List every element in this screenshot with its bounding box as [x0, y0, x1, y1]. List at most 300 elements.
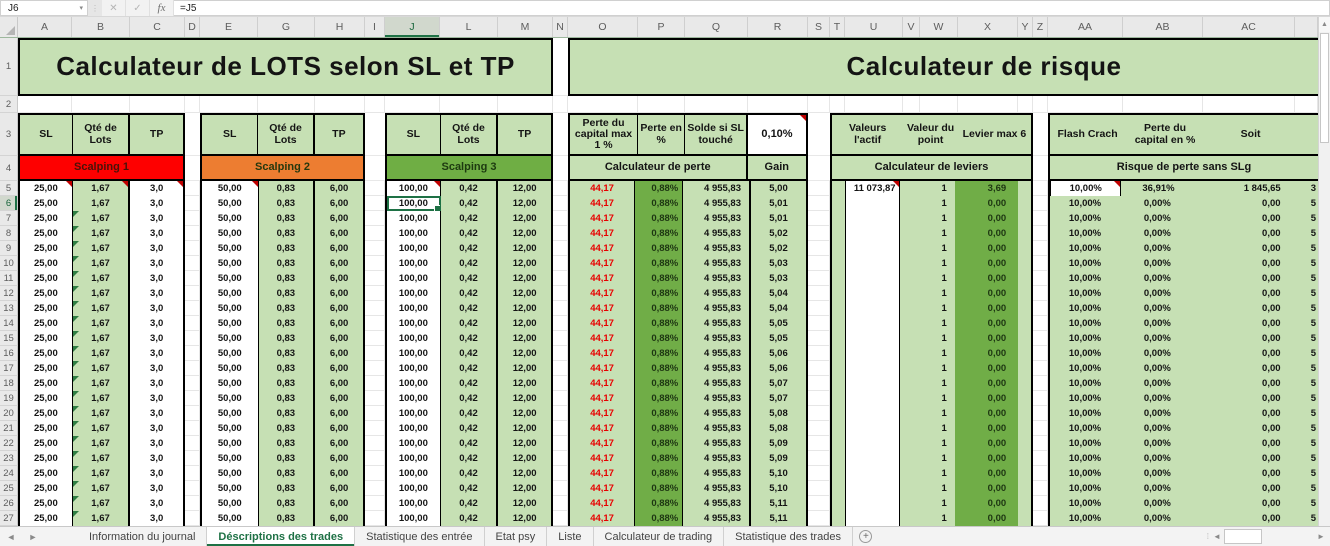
- cell-spacer[interactable]: [832, 181, 845, 196]
- grid-gap-cell[interactable]: [958, 96, 1018, 113]
- grid-gap-cell[interactable]: [1033, 391, 1048, 406]
- grid-gap-cell[interactable]: [1033, 286, 1048, 301]
- grid-gap-cell[interactable]: [1033, 256, 1048, 271]
- grid-gap-cell[interactable]: [553, 481, 568, 496]
- grid-gap-cell[interactable]: [200, 96, 258, 113]
- grid-gap-cell[interactable]: [1033, 181, 1048, 196]
- column-header-U[interactable]: U: [845, 17, 903, 37]
- cell-sl-1[interactable]: 25,00: [20, 241, 73, 256]
- grid-gap-cell[interactable]: [185, 376, 200, 391]
- cell-sl-3[interactable]: 100,00: [387, 271, 441, 286]
- cell-tp-1[interactable]: 3,0: [130, 391, 183, 406]
- cell-flash-crach[interactable]: 10,00%: [1050, 391, 1120, 406]
- cell-levier[interactable]: 0,00: [955, 391, 1018, 406]
- cell-levier[interactable]: 0,00: [955, 331, 1018, 346]
- cell-valeur-point[interactable]: 1: [914, 376, 955, 391]
- cell-solde[interactable]: 4 955,83: [683, 316, 751, 331]
- cell-lots-3[interactable]: 0,42: [441, 511, 499, 526]
- grid-gap-cell[interactable]: [365, 271, 385, 286]
- grid-gap-cell[interactable]: [808, 511, 830, 526]
- cell-lots-3[interactable]: 0,42: [441, 196, 499, 211]
- cell-solde[interactable]: 4 955,83: [683, 301, 751, 316]
- cell-perte-pct[interactable]: 0,88%: [635, 346, 683, 361]
- cell-lots-3[interactable]: 0,42: [441, 466, 499, 481]
- grid-gap-cell[interactable]: [808, 286, 830, 301]
- cell-lots-2[interactable]: 0,83: [259, 406, 316, 421]
- cell-soit[interactable]: 0,00: [1195, 391, 1295, 406]
- header-tp[interactable]: TP: [498, 115, 551, 154]
- cell-gain[interactable]: 5,10: [751, 466, 806, 481]
- cell-solde[interactable]: 4 955,83: [683, 181, 751, 196]
- cell-valeur-point[interactable]: 1: [914, 316, 955, 331]
- header-soit[interactable]: Soit: [1205, 115, 1296, 154]
- cell-flash-crach[interactable]: 10,00%: [1050, 181, 1121, 196]
- cell-soit[interactable]: 0,00: [1195, 256, 1295, 271]
- grid-gap-cell[interactable]: [1033, 226, 1048, 241]
- cell-partial[interactable]: 5: [1295, 241, 1318, 256]
- cell-perte-capital-pct[interactable]: 36,91%: [1121, 181, 1195, 196]
- cell-gain[interactable]: 5,01: [751, 196, 806, 211]
- cell-spacer[interactable]: [900, 511, 915, 526]
- cell-perte-capital-pct[interactable]: 0,00%: [1120, 211, 1195, 226]
- grid-gap-cell[interactable]: [553, 96, 568, 113]
- cell-partial[interactable]: 5: [1295, 211, 1318, 226]
- cell-sl-2[interactable]: 50,00: [202, 226, 259, 241]
- cell-perte-pct[interactable]: 0,88%: [635, 511, 683, 526]
- cell-lots-3[interactable]: 0,42: [441, 301, 499, 316]
- cell-sl-2[interactable]: 50,00: [202, 391, 259, 406]
- cell-gain[interactable]: 5,04: [751, 301, 806, 316]
- row-header-22[interactable]: 22: [0, 436, 18, 451]
- grid-gap-cell[interactable]: [365, 113, 385, 156]
- cell-soit[interactable]: 0,00: [1195, 316, 1295, 331]
- cell-spacer[interactable]: [900, 241, 915, 256]
- cell-tp-3[interactable]: 12,00: [498, 466, 551, 481]
- grid-gap-cell[interactable]: [185, 496, 200, 511]
- row-header-3[interactable]: 3: [0, 113, 18, 156]
- cell-levier[interactable]: 0,00: [955, 466, 1018, 481]
- cell-sl-2[interactable]: 50,00: [202, 271, 259, 286]
- cell-spacer[interactable]: [832, 301, 845, 316]
- cell-perte[interactable]: 44,17: [570, 496, 635, 511]
- grid-gap-cell[interactable]: [365, 196, 385, 211]
- cell-tp-3[interactable]: 12,00: [498, 226, 551, 241]
- cell-perte-capital-pct[interactable]: 0,00%: [1120, 391, 1195, 406]
- grid-gap-cell[interactable]: [808, 376, 830, 391]
- cell-perte[interactable]: 44,17: [570, 271, 635, 286]
- column-header-J[interactable]: J: [385, 17, 440, 37]
- name-box-dropdown-icon[interactable]: ▾: [79, 5, 83, 12]
- cell-tp-2[interactable]: 6,00: [315, 286, 363, 301]
- row-header-10[interactable]: 10: [0, 256, 18, 271]
- cell-sl-1[interactable]: 25,00: [20, 481, 73, 496]
- cell-tp-3[interactable]: 12,00: [498, 301, 551, 316]
- grid-gap-cell[interactable]: [553, 316, 568, 331]
- cell-spacer[interactable]: [900, 466, 915, 481]
- cell-sl-2[interactable]: 50,00: [202, 421, 259, 436]
- cell-tp-1[interactable]: 3,0: [130, 406, 183, 421]
- cell-spacer[interactable]: [1018, 226, 1031, 241]
- cell-perte-capital-pct[interactable]: 0,00%: [1120, 196, 1195, 211]
- cell-soit[interactable]: 0,00: [1195, 331, 1295, 346]
- grid-gap-cell[interactable]: [808, 241, 830, 256]
- cell-perte[interactable]: 44,17: [570, 226, 635, 241]
- cell-tp-1[interactable]: 3,0: [130, 301, 183, 316]
- grid-gap-cell[interactable]: [185, 226, 200, 241]
- grid-gap-cell[interactable]: [748, 96, 808, 113]
- grid-gap-cell[interactable]: [903, 96, 920, 113]
- cell-flash-crach[interactable]: 10,00%: [1050, 286, 1120, 301]
- grid-gap-cell[interactable]: [1048, 96, 1123, 113]
- cell-gain[interactable]: 5,10: [751, 481, 806, 496]
- grid-gap-cell[interactable]: [553, 211, 568, 226]
- cell-flash-crach[interactable]: 10,00%: [1050, 376, 1120, 391]
- cell-gain[interactable]: 5,06: [751, 361, 806, 376]
- header-rate-cell[interactable]: 0,10%: [748, 115, 806, 154]
- column-header-G[interactable]: G: [258, 17, 315, 37]
- cell-sl-1[interactable]: 25,00: [20, 271, 73, 286]
- grid-gap-cell[interactable]: [553, 38, 568, 96]
- cell-levier[interactable]: 0,00: [955, 451, 1018, 466]
- cell-perte-pct[interactable]: 0,88%: [635, 256, 683, 271]
- header-qte-lots[interactable]: Qté de Lots: [258, 115, 314, 154]
- cell-perte-capital-pct[interactable]: 0,00%: [1120, 331, 1195, 346]
- row-header-1[interactable]: 1: [0, 38, 18, 96]
- column-header-AC[interactable]: AC: [1203, 17, 1295, 37]
- cell-levier[interactable]: 0,00: [955, 316, 1018, 331]
- column-header-P[interactable]: P: [638, 17, 685, 37]
- h-scroll-thumb[interactable]: [1224, 529, 1262, 544]
- cell-gain[interactable]: 5,03: [751, 256, 806, 271]
- row-header-7[interactable]: 7: [0, 211, 18, 226]
- cell-solde[interactable]: 4 955,83: [683, 211, 751, 226]
- grid-gap-cell[interactable]: [365, 211, 385, 226]
- cell-flash-crach[interactable]: 10,00%: [1050, 496, 1120, 511]
- cell-soit[interactable]: 0,00: [1195, 226, 1295, 241]
- cell-perte-capital-pct[interactable]: 0,00%: [1120, 421, 1195, 436]
- formula-input[interactable]: =J5: [174, 0, 1330, 16]
- cell-soit[interactable]: 0,00: [1195, 421, 1295, 436]
- cell-sl-2[interactable]: 50,00: [202, 181, 259, 196]
- cell-valeur-point[interactable]: 1: [914, 301, 955, 316]
- header-solde-sl[interactable]: Solde si SL touché: [685, 115, 748, 154]
- column-header-R[interactable]: R: [748, 17, 808, 37]
- row-header-26[interactable]: 26: [0, 496, 18, 511]
- cell-partial[interactable]: 5: [1295, 301, 1318, 316]
- cell-sl-3[interactable]: 100,00: [387, 316, 441, 331]
- cell-lots-2[interactable]: 0,83: [259, 466, 316, 481]
- grid-gap-cell[interactable]: [185, 181, 200, 196]
- label-scalping-2[interactable]: Scalping 2: [202, 156, 363, 179]
- grid-gap-cell[interactable]: [808, 271, 830, 286]
- cell-flash-crach[interactable]: 10,00%: [1050, 406, 1120, 421]
- cell-lots-1[interactable]: 1,67: [73, 496, 131, 511]
- cell-spacer[interactable]: [832, 361, 845, 376]
- cell-spacer[interactable]: [900, 196, 915, 211]
- cell-partial[interactable]: 5: [1295, 331, 1318, 346]
- cell-lots-1[interactable]: 1,67: [73, 286, 131, 301]
- cell-sl-3[interactable]: 100,00: [387, 346, 441, 361]
- cell-lots-3[interactable]: 0,42: [441, 226, 499, 241]
- confirm-icon[interactable]: ✓: [126, 0, 150, 16]
- cell-spacer[interactable]: [900, 421, 915, 436]
- cell-valeur-actif[interactable]: 11 073,87: [845, 181, 900, 196]
- cell-perte-pct[interactable]: 0,88%: [635, 376, 683, 391]
- cell-perte-pct[interactable]: 0,88%: [635, 241, 683, 256]
- add-sheet-button[interactable]: +: [853, 527, 879, 546]
- row-header-9[interactable]: 9: [0, 241, 18, 256]
- cell-valeur-actif[interactable]: [845, 196, 900, 211]
- cell-spacer[interactable]: [832, 421, 845, 436]
- cell-lots-3[interactable]: 0,42: [441, 316, 499, 331]
- cell-sl-1[interactable]: 25,00: [20, 346, 73, 361]
- cell-sl-3[interactable]: 100,00: [387, 481, 441, 496]
- cell-soit[interactable]: 0,00: [1195, 271, 1295, 286]
- grid-gap-cell[interactable]: [553, 361, 568, 376]
- cell-spacer[interactable]: [900, 451, 915, 466]
- cell-tp-1[interactable]: 3,0: [130, 286, 183, 301]
- label-scalping-1[interactable]: Scalping 1: [20, 156, 183, 179]
- column-header-D[interactable]: D: [185, 17, 200, 37]
- cell-lots-2[interactable]: 0,83: [259, 346, 316, 361]
- cell-gain[interactable]: 5,02: [751, 226, 806, 241]
- cell-perte-capital-pct[interactable]: 0,00%: [1120, 271, 1195, 286]
- cell-spacer[interactable]: [1018, 256, 1031, 271]
- cell-valeur-actif[interactable]: [845, 406, 900, 421]
- grid-gap-cell[interactable]: [365, 156, 385, 181]
- cell-spacer[interactable]: [832, 496, 845, 511]
- cell-lots-2[interactable]: 0,83: [259, 361, 316, 376]
- cell-tp-1[interactable]: 3,0: [130, 481, 183, 496]
- grid-gap-cell[interactable]: [1018, 96, 1033, 113]
- row-header-11[interactable]: 11: [0, 271, 18, 286]
- cell-sl-2[interactable]: 50,00: [202, 301, 259, 316]
- v-scroll-thumb[interactable]: [1320, 33, 1329, 143]
- cell-spacer[interactable]: [832, 241, 845, 256]
- cell-soit[interactable]: 0,00: [1195, 301, 1295, 316]
- cell-perte[interactable]: 44,17: [570, 241, 635, 256]
- grid-gap-cell[interactable]: [1033, 331, 1048, 346]
- cell-sl-2[interactable]: 50,00: [202, 511, 259, 526]
- cell-tp-2[interactable]: 6,00: [315, 466, 363, 481]
- grid-gap-cell[interactable]: [553, 391, 568, 406]
- cell-sl-1[interactable]: 25,00: [20, 421, 73, 436]
- cell-perte-capital-pct[interactable]: 0,00%: [1120, 481, 1195, 496]
- column-header-partial[interactable]: [1295, 17, 1318, 37]
- cell-tp-3[interactable]: 12,00: [498, 406, 551, 421]
- grid-gap-cell[interactable]: [498, 96, 553, 113]
- grid-gap-cell[interactable]: [185, 511, 200, 526]
- cell-tp-1[interactable]: 3,0: [130, 196, 183, 211]
- cell-spacer[interactable]: [832, 451, 845, 466]
- row-header-16[interactable]: 16: [0, 346, 18, 361]
- cell-valeur-actif[interactable]: [845, 286, 900, 301]
- row-header-27[interactable]: 27: [0, 511, 18, 526]
- grid-gap-cell[interactable]: [1033, 421, 1048, 436]
- grid-gap-cell[interactable]: [185, 391, 200, 406]
- grid-gap-cell[interactable]: [808, 391, 830, 406]
- grid-gap-cell[interactable]: [185, 211, 200, 226]
- cell-flash-crach[interactable]: 10,00%: [1050, 316, 1120, 331]
- grid-gap-cell[interactable]: [365, 406, 385, 421]
- cell-perte[interactable]: 44,17: [570, 376, 635, 391]
- cell-sl-2[interactable]: 50,00: [202, 406, 259, 421]
- cell-lots-1[interactable]: 1,67: [73, 196, 131, 211]
- cell-perte-capital-pct[interactable]: 0,00%: [1120, 226, 1195, 241]
- grid-gap-cell[interactable]: [1033, 496, 1048, 511]
- grid-gap-cell[interactable]: [365, 361, 385, 376]
- cell-valeur-actif[interactable]: [845, 211, 900, 226]
- grid-gap-cell[interactable]: [808, 466, 830, 481]
- column-header-N[interactable]: N: [553, 17, 568, 37]
- cell-spacer[interactable]: [1018, 406, 1031, 421]
- cell-tp-3[interactable]: 12,00: [498, 376, 551, 391]
- cell-tp-2[interactable]: 6,00: [315, 331, 363, 346]
- cell-lots-2[interactable]: 0,83: [259, 481, 316, 496]
- cell-flash-crach[interactable]: 10,00%: [1050, 331, 1120, 346]
- cell-sl-3[interactable]: 100,00: [387, 301, 441, 316]
- cell-valeur-actif[interactable]: [845, 316, 900, 331]
- cell-spacer[interactable]: [1018, 451, 1031, 466]
- cell-tp-2[interactable]: 6,00: [315, 451, 363, 466]
- cell-valeur-point[interactable]: 1: [914, 481, 955, 496]
- cell-spacer[interactable]: [1018, 496, 1031, 511]
- cell-levier[interactable]: 0,00: [955, 196, 1018, 211]
- cell-sl-1[interactable]: 25,00: [20, 406, 73, 421]
- cell-soit[interactable]: 0,00: [1195, 406, 1295, 421]
- cell-valeur-actif[interactable]: [845, 391, 900, 406]
- cell-partial[interactable]: 5: [1295, 496, 1318, 511]
- cell-sl-3[interactable]: 100,00: [387, 226, 441, 241]
- grid-gap-cell[interactable]: [553, 511, 568, 526]
- grid-gap-cell[interactable]: [185, 361, 200, 376]
- cell-lots-3[interactable]: 0,42: [441, 241, 499, 256]
- cell-tp-2[interactable]: 6,00: [315, 511, 363, 526]
- cell-lots-1[interactable]: 1,67: [73, 511, 131, 526]
- label-risque-perte[interactable]: Risque de perte sans SLg: [1050, 156, 1318, 179]
- header-sl[interactable]: SL: [20, 115, 73, 154]
- grid-gap-cell[interactable]: [185, 481, 200, 496]
- cell-solde[interactable]: 4 955,83: [683, 196, 751, 211]
- cell-lots-2[interactable]: 0,83: [259, 376, 316, 391]
- cell-soit[interactable]: 1 845,65: [1196, 181, 1295, 196]
- grid-gap-cell[interactable]: [553, 301, 568, 316]
- h-scroll-right-icon[interactable]: ►: [1317, 532, 1325, 541]
- cell-spacer[interactable]: [900, 211, 915, 226]
- cell-perte-pct[interactable]: 0,88%: [635, 196, 683, 211]
- grid-gap-cell[interactable]: [258, 96, 315, 113]
- grid-gap-cell[interactable]: [1295, 96, 1318, 113]
- sheet-tab-liste[interactable]: Liste: [547, 527, 593, 546]
- cell-valeur-actif[interactable]: [845, 496, 900, 511]
- grid-gap-cell[interactable]: [553, 241, 568, 256]
- grid-gap-cell[interactable]: [830, 96, 845, 113]
- v-scroll-up-icon[interactable]: ▲: [1319, 17, 1330, 32]
- grid-gap-cell[interactable]: [553, 376, 568, 391]
- grid-gap-cell[interactable]: [1033, 196, 1048, 211]
- cell-tp-1[interactable]: 3,0: [130, 256, 183, 271]
- cell-tp-2[interactable]: 6,00: [315, 376, 363, 391]
- grid-gap-cell[interactable]: [1033, 113, 1048, 156]
- cell-sl-2[interactable]: 50,00: [202, 466, 259, 481]
- cell-gain[interactable]: 5,09: [751, 451, 806, 466]
- cell-valeur-point[interactable]: 1: [914, 196, 955, 211]
- cell-tp-3[interactable]: 12,00: [498, 421, 551, 436]
- cell-valeur-actif[interactable]: [845, 361, 900, 376]
- cell-gain[interactable]: 5,03: [751, 271, 806, 286]
- cell-perte-pct[interactable]: 0,88%: [635, 361, 683, 376]
- grid-gap-cell[interactable]: [845, 96, 903, 113]
- grid-gap-cell[interactable]: [638, 96, 685, 113]
- cell-tp-1[interactable]: 3,0: [130, 226, 183, 241]
- cell-spacer[interactable]: [900, 301, 915, 316]
- cell-tp-3[interactable]: 12,00: [498, 451, 551, 466]
- horizontal-scrollbar[interactable]: [1210, 527, 1330, 546]
- cell-levier[interactable]: 0,00: [955, 361, 1018, 376]
- cell-perte-pct[interactable]: 0,88%: [635, 451, 683, 466]
- cell-valeur-point[interactable]: 1: [914, 436, 955, 451]
- cell-spacer[interactable]: [1018, 301, 1031, 316]
- cell-flash-crach[interactable]: 10,00%: [1050, 301, 1120, 316]
- cell-perte-capital-pct[interactable]: 0,00%: [1120, 241, 1195, 256]
- cell-tp-3[interactable]: 12,00: [498, 256, 551, 271]
- cell-perte-pct[interactable]: 0,88%: [635, 436, 683, 451]
- cell-sl-2[interactable]: 50,00: [202, 316, 259, 331]
- column-header-AA[interactable]: AA: [1048, 17, 1123, 37]
- grid-gap-cell[interactable]: [808, 301, 830, 316]
- cell-spacer[interactable]: [1018, 511, 1031, 526]
- cell-solde[interactable]: 4 955,83: [683, 346, 751, 361]
- cell-spacer[interactable]: [832, 226, 845, 241]
- header-valeurs-actif[interactable]: Valeurs l'actif: [832, 115, 903, 154]
- cell-perte-pct[interactable]: 0,88%: [635, 481, 683, 496]
- cell-lots-1[interactable]: 1,67: [73, 376, 131, 391]
- cell-perte-pct[interactable]: 0,88%: [635, 466, 683, 481]
- cell-perte-capital-pct[interactable]: 0,00%: [1120, 376, 1195, 391]
- cell-spacer[interactable]: [900, 181, 915, 196]
- cell-lots-1[interactable]: 1,67: [73, 361, 131, 376]
- cell-soit[interactable]: 0,00: [1195, 436, 1295, 451]
- cell-spacer[interactable]: [1018, 421, 1031, 436]
- cell-perte[interactable]: 44,17: [570, 361, 635, 376]
- cell-levier[interactable]: 0,00: [955, 226, 1018, 241]
- grid-gap-cell[interactable]: [920, 96, 958, 113]
- grid-gap-cell[interactable]: [808, 211, 830, 226]
- cell-sl-2[interactable]: 50,00: [202, 376, 259, 391]
- row-header-18[interactable]: 18: [0, 376, 18, 391]
- grid-gap-cell[interactable]: [553, 181, 568, 196]
- cell-valeur-point[interactable]: 1: [914, 211, 955, 226]
- grid-gap-cell[interactable]: [365, 496, 385, 511]
- cell-tp-1[interactable]: 3,0: [130, 181, 183, 196]
- cell-gain[interactable]: 5,09: [751, 436, 806, 451]
- column-header-L[interactable]: L: [440, 17, 498, 37]
- header-flash-crach[interactable]: Flash Crach: [1050, 115, 1125, 154]
- sheet-tab-statistique-des-entr-e[interactable]: Statistique des entrée: [355, 527, 484, 546]
- cell-spacer[interactable]: [832, 286, 845, 301]
- cell-lots-2[interactable]: 0,83: [259, 391, 316, 406]
- header-perte-capital-max[interactable]: Perte du capital max 1 %: [570, 115, 638, 154]
- cell-soit[interactable]: 0,00: [1195, 376, 1295, 391]
- cell-tp-1[interactable]: 3,0: [130, 421, 183, 436]
- grid-gap-cell[interactable]: [808, 421, 830, 436]
- grid-gap-cell[interactable]: [1033, 241, 1048, 256]
- title-risk-calculator[interactable]: Calculateur de risque: [570, 40, 1318, 94]
- cell-sl-3[interactable]: 100,00: [387, 406, 441, 421]
- cell-spacer[interactable]: [900, 256, 915, 271]
- cell-valeur-actif[interactable]: [845, 331, 900, 346]
- column-header-X[interactable]: X: [958, 17, 1018, 37]
